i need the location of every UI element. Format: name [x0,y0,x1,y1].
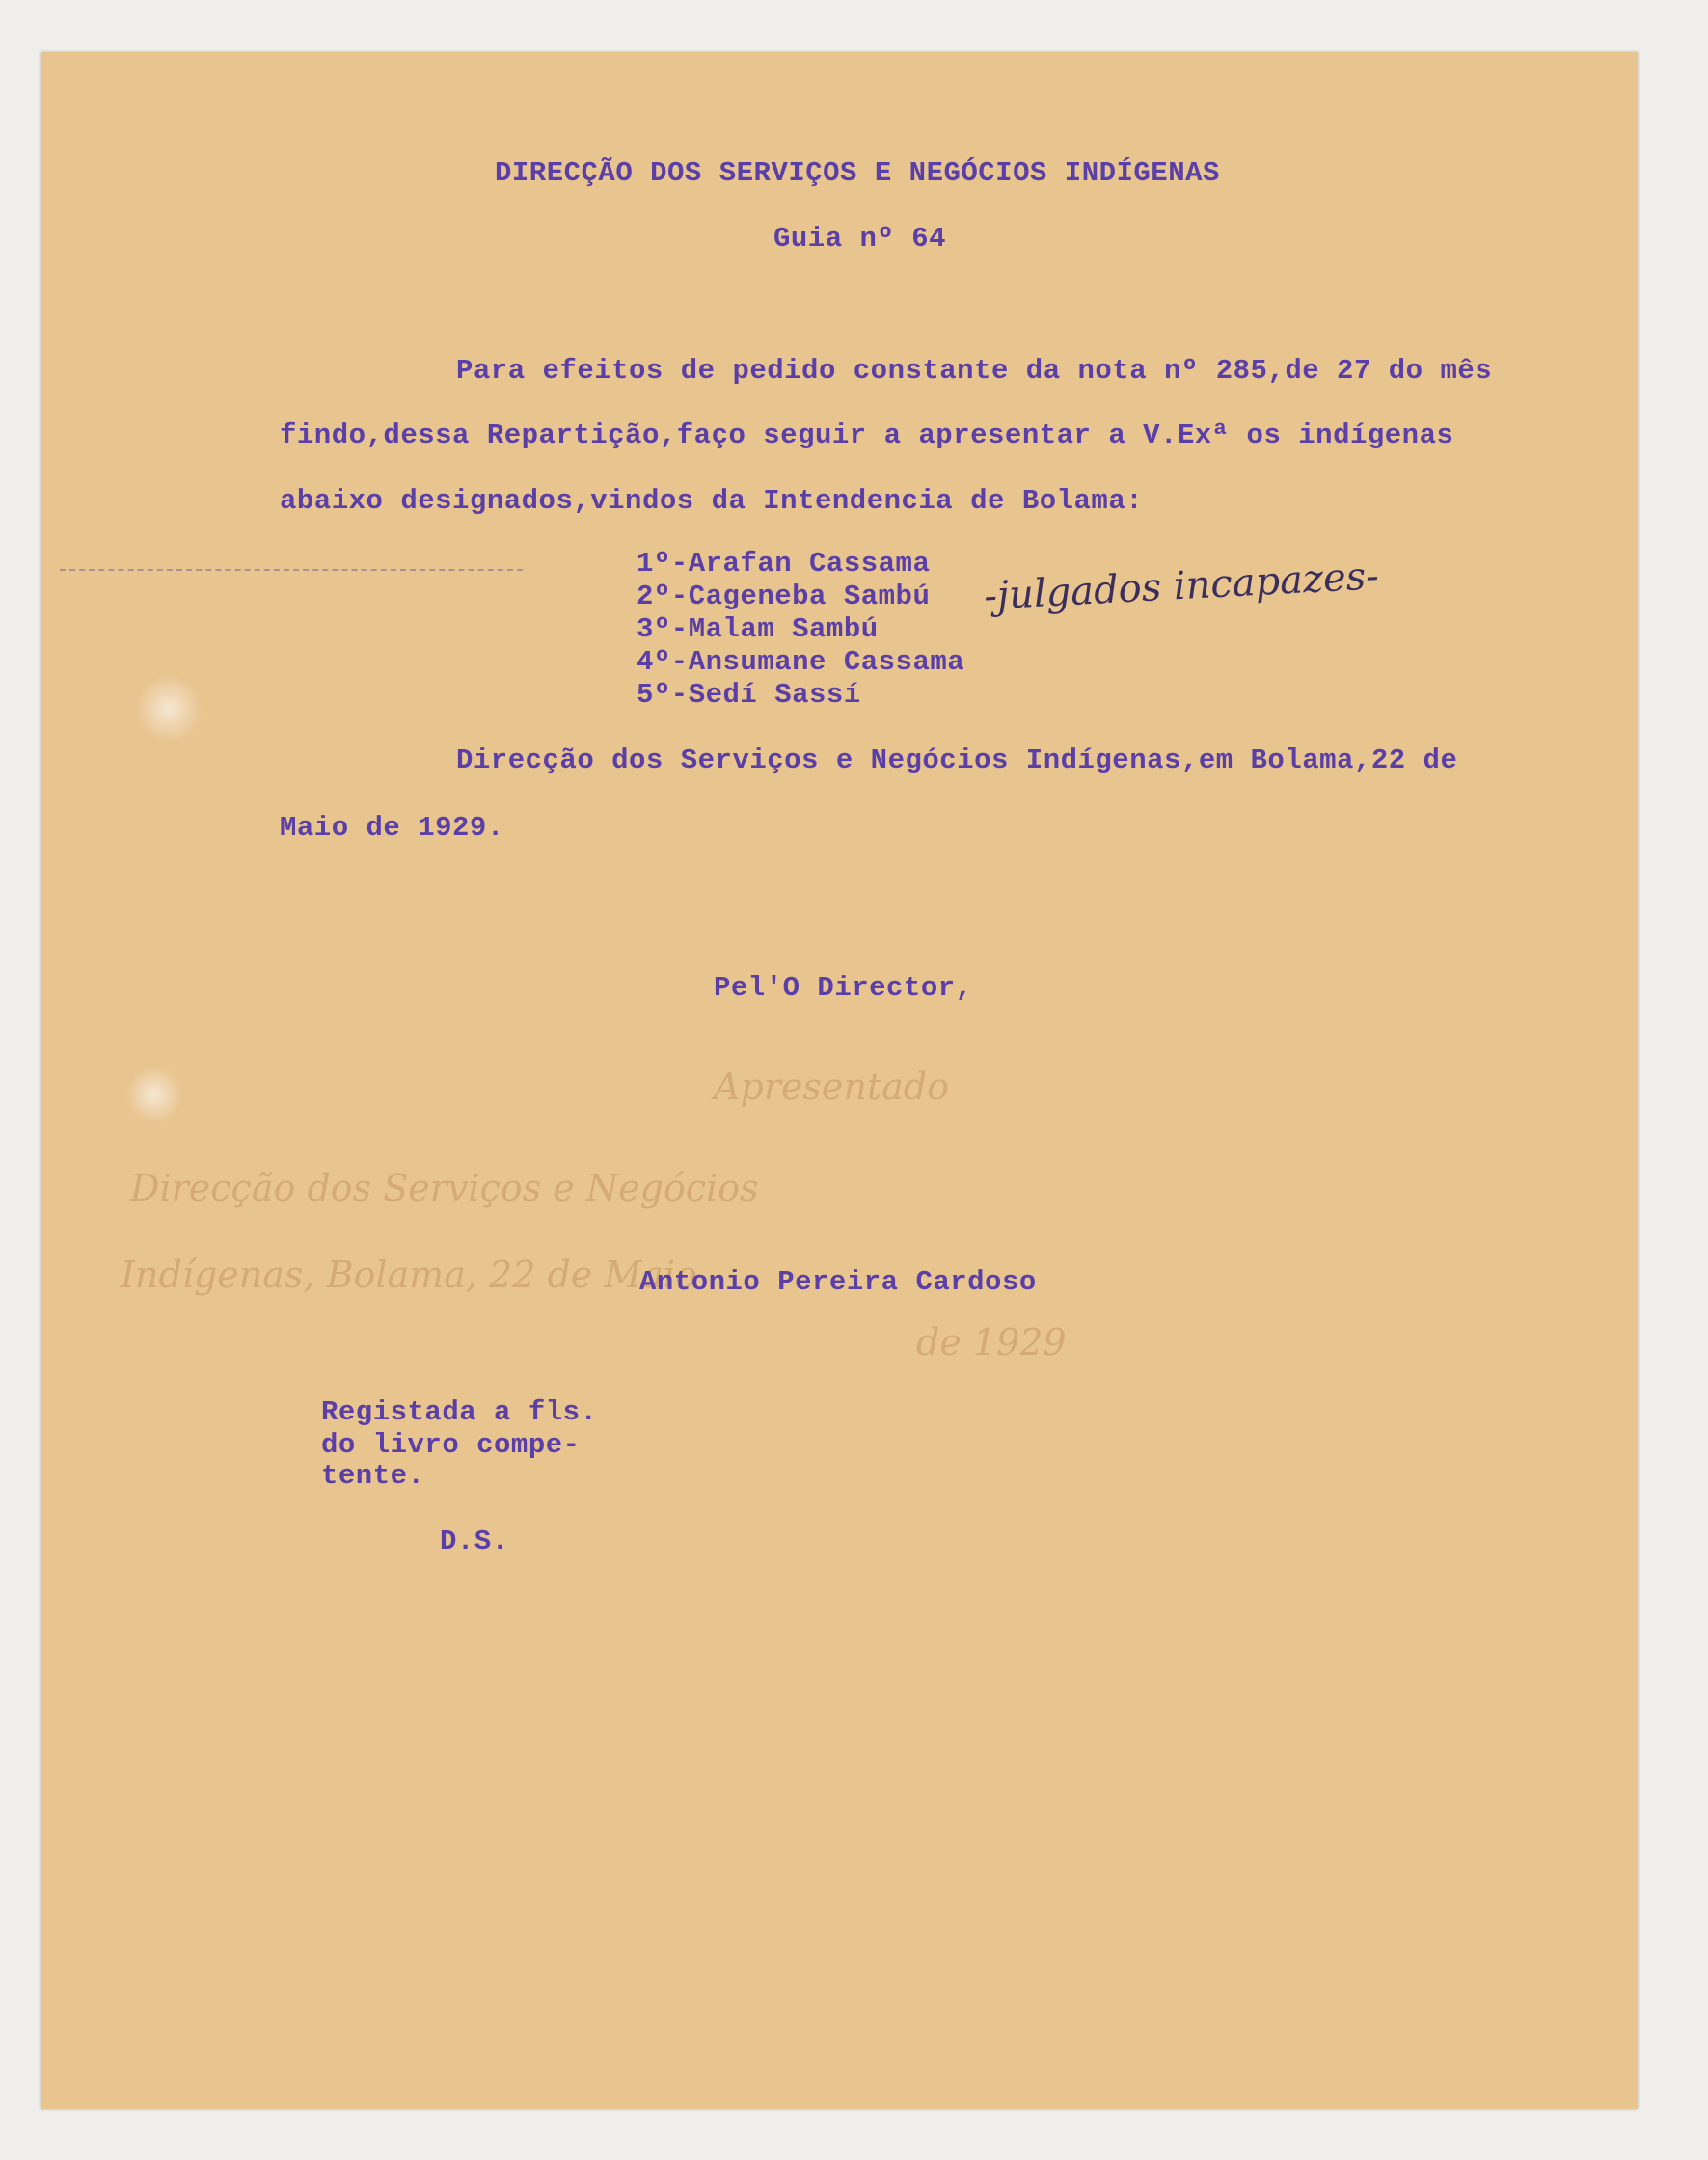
dashed-rule [60,569,523,571]
body-line: findo,dessa Repartição,faço seguir a apresentar a V.Exª os indígenas [280,419,1454,451]
guia-number: Guia nº 64 [773,223,947,255]
list-item: 1º-Arafan Cassama [637,548,931,580]
handwritten-note: -julgados incapazes- [983,554,1380,619]
closing-line: Maio de 1929. [280,812,504,844]
document-header: DIRECÇÃO DOS SERVIÇOS E NEGÓCIOS INDÍGENAS [495,157,1220,189]
registry-line: tente. [321,1460,425,1492]
closing-line: Direcção dos Serviços e Negócios Indígenas,em Bolama,22 de [456,744,1458,776]
paper-blemish [125,1066,183,1123]
bleedthrough-line: Apresentado [714,1066,950,1108]
bleedthrough-line: Direcção dos Serviços e Negócios [130,1167,759,1209]
list-item: 4º-Ansumane Cassama [637,646,965,678]
paper-blemish [135,675,203,742]
registry-line: Registada a fls. [321,1396,598,1428]
list-item: 3º-Malam Sambú [637,613,879,645]
body-line: Para efeitos de pedido constante da nota nº 285,de 27 do mês [456,355,1493,387]
bleedthrough-line: Indígenas, Bolama, 22 de Maio [121,1254,697,1296]
registry-line: do livro compe- [321,1429,581,1461]
initials: D.S. [440,1526,509,1557]
signatory-name: Antonio Pereira Cardoso [639,1266,1037,1298]
signoff: Pel'O Director, [714,972,973,1004]
body-line: abaixo designados,vindos da Intendencia de Bolama: [280,485,1144,517]
bleedthrough-line: de 1929 [916,1321,1067,1364]
list-item: 2º-Cageneba Sambú [637,580,931,612]
list-item: 5º-Sedí Sassí [637,679,861,711]
